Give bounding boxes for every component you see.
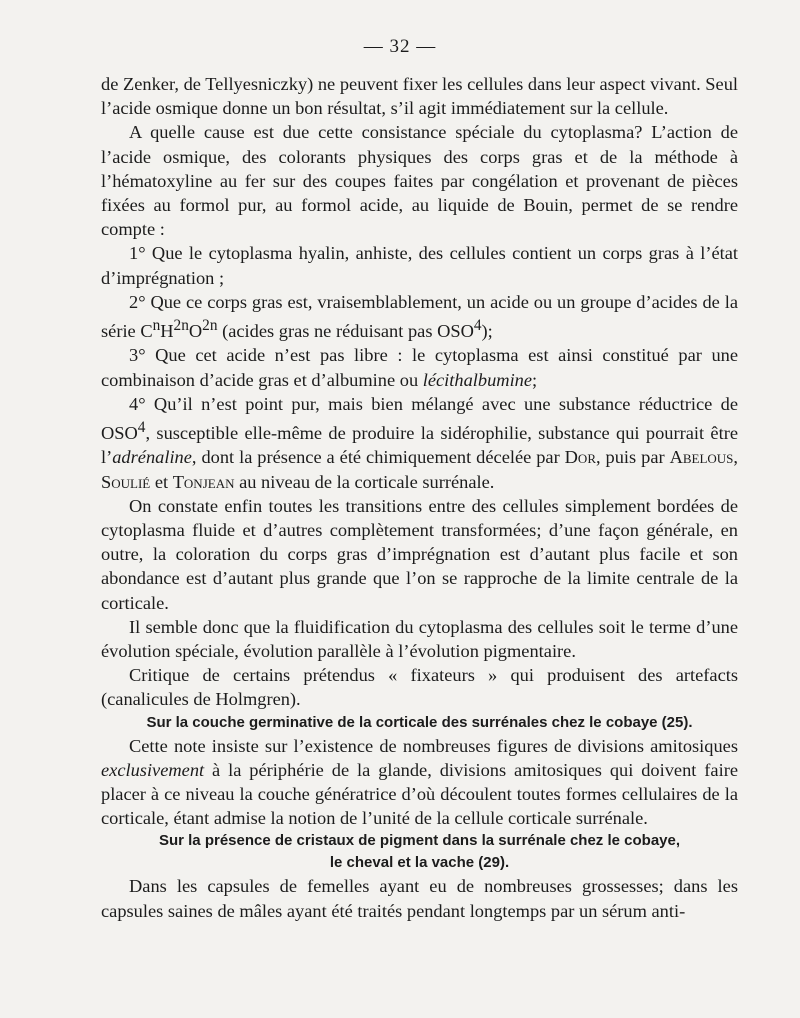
formula-superscript: n [152,317,161,335]
paragraph-capsules: Dans les capsules de femelles ayant eu de nombreuses grossesses; dans les capsules saines de mâles ayant été traités pendant longtemps par un sérum anti- [101,876,738,921]
text-run: , susceptible elle-même de produire la sidérophilie, substance qui pourrait être l’ [101,423,738,468]
text-run: , puis par [596,447,670,468]
list-item-2 [101,290,738,344]
italic-term: lécithalbumine [422,369,533,390]
italic-term: exclusivement [101,759,205,780]
text-run: et [150,471,173,492]
text-run: 4° Qu’il n’est point pur, mais bien mélangé avec une substance réductrice de OSO [101,393,738,444]
section-heading-pigment [101,830,738,874]
text-run: (acides gras ne réduisant pas OSO [217,321,474,342]
formula-superscript: 2n [173,317,189,335]
list-item-4 [101,392,738,494]
text-run: 2° Que ce corps gras est, vraisemblablement, un acide ou un groupe d’acides de la série C [101,291,738,342]
author-name: Abelous [669,447,734,468]
page-body [101,72,738,923]
formula-superscript: 4 [137,418,146,436]
author-name: Tonjean [172,471,235,492]
paragraph-conclusion: Il semble donc que la fluidification du cytoplasma des cellules soit le terme d’une évolution spéciale, évolution parallèle à l’évolution pigmentaire. [101,616,738,661]
text-run: , [733,447,739,468]
paragraph-transitions: On constate enfin toutes les transitions entre des cellules simplement bordées de cytoplasma fluide et d’autres complètement transformées; d’une façon générale, en outre, la coloration du corps gras d’imprégnation est d’autant plus facile et son abondance est d’autant plus grande que l’on se rapproche de la limite centrale de la corticale. [101,495,738,613]
text-run: Cette note insiste sur l’existence de nombreuses figures de divisions amitosiques [129,735,738,756]
paragraph-question: A quelle cause est due cette consistance spéciale du cytoplasma? L’action de l’acide osmique, des colorants physiques des corps gras et de la méthode à l’hématoxyline au fer sur des coupes faites par congélation et provenant de pièces fixées au formol pur, au formol acide, au liquide de Bouin, permet de se rendre compte : [101,122,738,240]
list-item-3 [101,343,738,391]
formula-superscript: 4 [473,317,482,335]
author-name: Soulié [101,471,151,492]
text-run: ; [532,369,538,390]
heading-line: le cheval et la vache (29). [329,854,510,872]
text-run: au niveau de la corticale surrénale. [234,471,495,492]
heading-line: Sur la présence de cristaux de pigment dans la surrénale chez le cobaye, [158,832,681,850]
text-run: 3° Que cet acide n’est pas libre : le cytoplasma est ainsi constitué par une combinaison d’acide gras et d’albumine ou [101,345,738,390]
author-name: Dor [564,447,596,468]
text-run: ); [481,321,493,342]
text-run: , dont la présence a été chimiquement décelée par [191,447,565,468]
section-heading-germinative: Sur la couche germinative de la corticale des surrénales chez le cobaye (25). [146,713,693,731]
list-item-1: 1° Que le cytoplasma hyalin, anhiste, des cellules contient un corps gras à l’état d’imprégnation ; [101,243,738,288]
text-run: O [188,321,203,342]
paragraph-continuation: de Zenker, de Tellyesniczky) ne peuvent fixer les cellules dans leur aspect vivant. Seul l’acide osmique donne un bon résultat, s’il agit immédiatement sur la cellule. [101,74,738,119]
text-run: H [160,321,174,342]
text-run: à la périphérie de la glande, divisions amitosiques qui doivent faire placer à ce niveau la couche génératrice d’où découlent toutes formes cellulaires de la corticale, étant admise la notion de l’unité de la cellule corticale surrénale. [101,759,738,829]
paragraph-critique: Critique de certains prétendus « fixateurs » qui produisent des artefacts (canalicules de Holmgren). [101,665,738,710]
page-number: — 32 — [363,36,437,57]
italic-term: adrénaline [112,447,192,468]
formula-superscript: 2n [202,317,218,335]
paragraph-note [101,734,738,831]
